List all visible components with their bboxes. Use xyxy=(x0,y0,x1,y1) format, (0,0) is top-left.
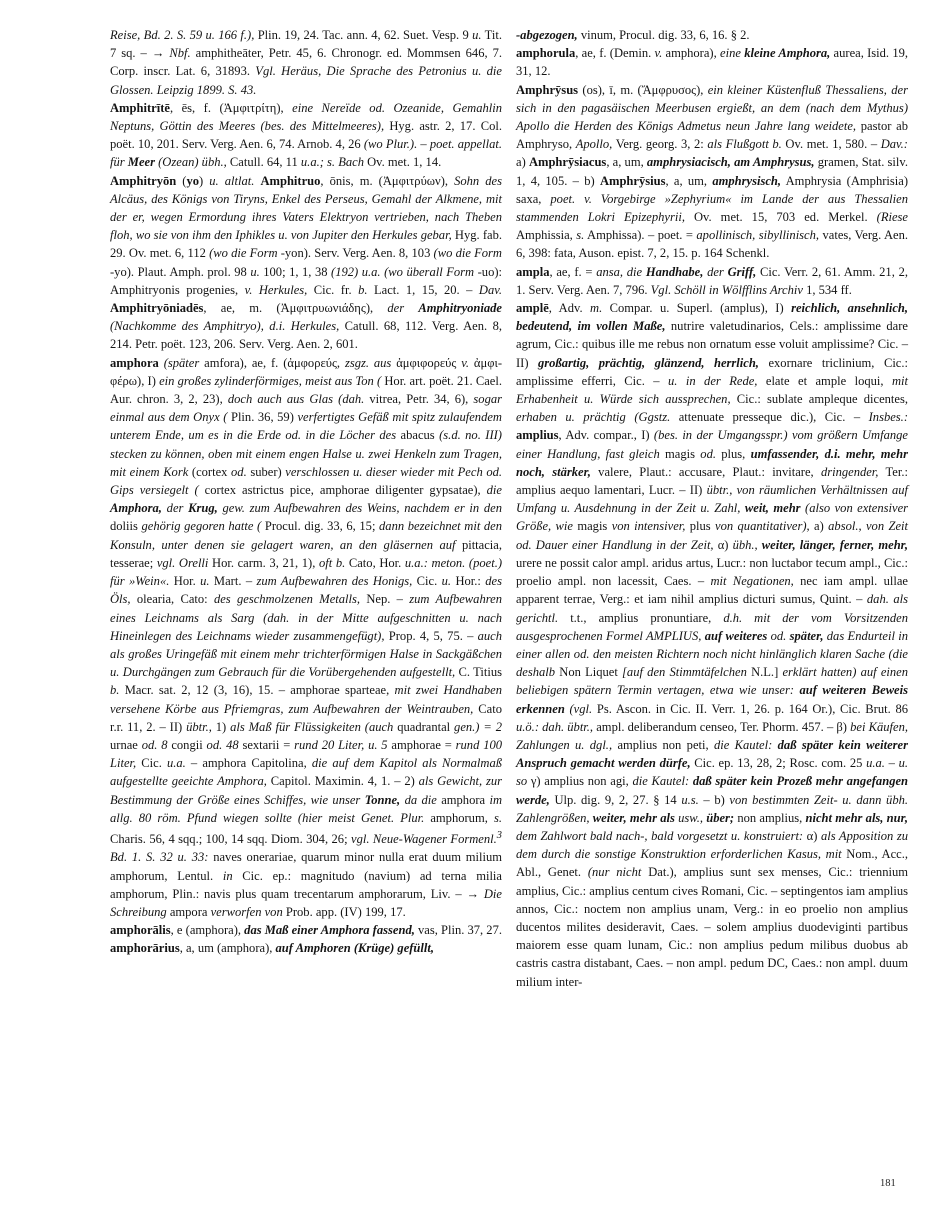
dictionary-entry: Amphrȳsus (os), ī, m. (Ἄμφρυσος), ein kleiner Küstenfluß Thessaliens, der sich in den pagasäischen Meerbusen ergießt, an dem (nach dem Mythus) Apollo die Herden des Königs Admetus neun Jahre lang weidete, pastor ab Amphryso, Apollo, Verg. georg. 3, 2: als Flußgott b. Ov. met. 1, 580. – Dav.: a) Amphrȳsiacus, a, um, amphrysiacisch, am Amphrysus, gramen, Stat. silv. 1, 4, 105. – b) Amphrȳsius, a, um, amphrysisch, Amphrysia (Amphrisia) saxa, poet. v. Vorgebirge »Zephyrium« im Lande der aus Thessalien stammenden Lokri Epizephyrii, Ov. met. 15, 703 ed. Merkel. (Riese Amphissia, s. Amphissa). – poet. = apollinisch, sibyllinisch, vates, Verg. Aen. 6, 398: fata, Auson. epist. 7, 2, 15. p. 164 Schenkl. xyxy=(516,82,909,261)
left-column xyxy=(110,26,502,958)
dictionary-entry: -abgezogen, vinum, Procul. dig. 33, 6, 16. § 2. xyxy=(516,28,750,42)
page-number: 181 xyxy=(880,1178,896,1189)
dictionary-entry: amplē, Adv. m. Compar. u. Superl. (amplus), I) reichlich, ansehnlich, bedeutend, im vollen Maße, nutrire valetudinarios, Cels.: amplissime dare agrum, Cic.: quibus ille me rebus non ornatum esse voluit amplissime? Cic. – II) großartig, prächtig, glänzend, herrlich, exornare triclinium, Cic.: amplissime efferri, Cic. – u. in der Rede, elate et ample loqui, mit Erhabenheit u. Würde sich aussprechen, Cic.: sublate ampleque dicentes, erhaben u. prächtig (Ggstz. attenuate presseque dic.), Cic. – Insbes.: amplius, Adv. compar., I) (bes. in der Umgangsspr.) vom größern Umfange einer Handlung, fast gleich magis od. plus, umfassender, d.i. mehr, mehr noch, stärker, valere, Plaut.: accusare, Plaut.: invitare, dringender, Ter.: amplius aequo lamentari, Lucr. – II) übtr., von räumlichen Verhältnissen auf Umfang u. Ausdehnung in der Zeit u. Zahl, weit, mehr (also von extensiver Größe, wie magis von intensiver, plus von quantitativer), a) absol., von Zeit od. Dauer einer Handlung in der Zeit, α) übh., weiter, länger, ferner, mehr, urere ne possit calor ampl. aridus artus, Lucr.: non luctabor tecum ampl., Cic.: proelio ampl. non lacessit, Caes. – mit Negationen, nec iam ampl. ullae apparent terrae, Verg.: et iam nihil amplius dicturi sumus, Quint. – dah. als gerichtl. t.t., amplius pronuntiare, d.h. mit der vom Vorsitzenden ausgesprochenen Formel AMPLIUS, auf weiteres od. später, das Endurteil in einer allen od. den meisten Richtern noch nicht hinlänglich klaren Sache (die deshalb Non Liquet [auf den Stimmtäfelchen N.L.] erklärt hatten) auf einen beliebigen spätern Termin vertagen, etwa wie unser: auf weiteren Beweis erkennen (vgl. Ps. Ascon. in Cic. II. Verr. 1, 26. p. 164 Or.), Cic. Brut. 86 u.ö.: dah. übtr., ampl. deliberandum censeo, Ter. Phorm. 457. – β) bei Käufen, Zahlungen u. dgl., amplius non peti, die Kautel: daß später kein weiterer Anspruch gemacht werden dürfe, Cic. ep. 13, 28, 2; Rosc. com. 25 u.a. – u. so γ) amplius non agi, die Kautel: daß später kein Prozeß mehr angefangen werde, Ulp. dig. 9, 2, 27. § 14 u.s. – b) von bestimmten Zeit- u. dann übh. Zahlengrößen, weiter, mehr als usw., über; non amplius, nicht mehr als, nur, dem Zahlwort bald nach-, bald vorgesetzt u. konstruiert: α) als Apposition zu dem durch die sonstige Konstruktion erforderlichen Kasus, mit Nom., Acc., Abl., Genet. (nur nicht Dat.), amplius sunt sex menses, Cic.: triennium amplius, Cic.: amplius centum cives Romani, Cic. – septingentos iam amplius annos, Cic.: noctem non amplius unam, Verg.: in eo proelio non amplius ducentos milites desideravit, Caes. – solem amplius duodeviginti partibus maiorem esse quam lunam, Cic.: non amplius pedum milibus duobus ab castris castra distabant, Caes. – non ampl. pedum DC, Caes.: non ampl. duum milium inter- xyxy=(516,301,909,989)
dictionary-entry: amphorārius, a, um (amphora), auf Amphoren (Krüge) gefüllt, xyxy=(110,941,435,956)
dictionary-entry: amphora (später amfora), ae, f. (ἀμφορεύς, zsgz. aus ἀμφιφορεύς v. ἀμφι-φέρω), I) ein großes zylinderförmiges, meist aus Ton ( Hor. art. poët. 21. Cael. Aur. chron. 3, 2, 23), doch auch aus Glas (dah. vitrea, Petr. 34, 6), sogar einmal aus dem Onyx ( Plin. 36, 59) verfertigtes Gefäß mit spitz zulaufendem unterem Ende, um es in die Erde od. in die Löcher des abacus (s.d. no. III) stecken zu können, oben mit einem engen Halse u. zwei Henkeln zum Tragen, mit einem Kork (cortex od. suber) verschlossen u. dieser wieder mit Pech od. Gips versiegelt ( cortex astrictus pice, amphorae diligenter gypsatae), die Amphora, der Krug, gew. zum Aufbewahren des Weins, nachdem er in den doliis gehörig gegoren hatte ( Procul. dig. 33, 6, 15; dann bezeichnet mit den Konsuln, unter denen sie gelagert waren, an den gläsernen auf pittacia, tesserae; vgl. Orelli Hor. carm. 3, 21, 1), oft b. Cato, Hor. u.a.: meton. (poet.) für »Wein«. Hor. u. Mart. – zum Aufbewahren des Honigs, Cic. u. Hor.: des Öls, olearia, Cato: des geschmolzenen Metalls, Nep. – zum Aufbewahren eines Leichnams als Sarg (dah. in der Mitte aufgeschnitten u. nach Hineinlegen des Leichnams wieder zusammengefügt), Prop. 4, 5, 75. – auch als großes Uringefäß mit einem mehr trichterförmigen Halse in Sackgäßchen u. Durchgängen zum Gebrauch für die Vorübergehenden aufgestellt, C. Titius b. Macr. sat. 2, 12 (3, 16), 15. – amphorae sparteae, mit zwei Handhaben versehene Körbe aus Pfriemgras, zum Aufbewahren der Weintrauben, Cato r.r. 11, 2. – II) übtr., 1) als Maß für Flüssigkeiten (auch quadrantal gen.) = 2 urnae od. 8 congii od. 48 sextarii = rund 20 Liter, u. 5 amphorae = rund 100 Liter, Cic. u.a. – amphora Capitolina, die auf dem Kapitol als Normalmaß aufgestellte geeichte Amphora, Capitol. Maximin. 4, 1. – 2) als Gewicht, zur Bestimmung der Größe eines Schiffes, wie unser Tonne, da die amphora im allg. 80 röm. Pfund wiegen sollte (hier meist Genet. Plur. amphorum, s. Charis. 56, 4 sqq.; 100, 14 sqq. Diom. 304, 26; vgl. Neue-Wagener Formenl.$^3$ Bd. 1. S. 32 u. 33: naves onerariae, quarum minor nulla erat duum milium amphorum, Lentul. in Cic. ep.: magnitudo (navium) ad terna milia amphorum, Plin.: navis plus quam trecentarum amphorarum, Liv. – → Die Schreibung ampora verworfen von Prob. app. (IV) 199, 17. xyxy=(110,355,503,919)
dictionary-entry: amphorula, ae, f. (Demin. v. amphora), eine kleine Amphora, aurea, Isid. 19, 31, 12. xyxy=(516,46,909,79)
dictionary-entry: Reise, Bd. 2. S. 59 u. 166 f.), Plin. 19, 24. Tac. ann. 4, 62. Suet. Vesp. 9 u. Tit. 7 sq. – → Nbf. amphitheāter, Petr. 45, 6. Chronogr. ed. Mommsen 646, 7. Corp. inscr. Lat. 6, 31893. Vgl. Heräus, Die Sprache des Petronius u. die Glossen. Leipzig 1899. S. 43. xyxy=(110,28,503,97)
dictionary-entry: Amphitryōn (yo) u. altlat. Amphitruo, ōnis, m. (Ἀμφιτρύων), Sohn des Alcäus, des Königs von Tiryns, Enkel des Perseus, Gemahl der Alkmene, mit der er, wegen Ermordung ihres Vaters Elektryon vertrieben, nach Theben floh, wo sie von ihm den Iphikles u. von Jupiter den Herkules gebar, Hyg. fab. 29. Ov. met. 6, 112 (wo die Form -yon). Serv. Verg. Aen. 8, 103 (wo die Form -yo). Plaut. Amph. prol. 98 u. 100; 1, 1, 38 (192) u.a. (wo überall Form -uo): Amphitryonis progenies, v. Herkules, Cic. fr. b. Lact. 1, 15, 20. – Dav. Amphitryōniadēs, ae, m. (Ἀμφιτρυωνιάδης), der Amphitryoniade (Nachkomme des Amphitryo), d.i. Herkules, Catull. 68, 112. Verg. Aen. 8, 214. Petr. poët. 123, 206. Serv. Verg. Aen. 2, 601. xyxy=(110,173,503,352)
dictionary-entry: Amphitrītē, ēs, f. (Ἀμφιτρίτη), eine Nereïde od. Ozeanide, Gemahlin Neptuns, Göttin des Meeres (bes. des Mittelmeeres), Hyg. astr. 2, 17. Col. poët. 10, 201. Serv. Verg. Aen. 6, 74. Arnob. 4, 26 (wo Plur.). – poet. appellat. für Meer (Ozean) übh., Catull. 64, 11 u.a.; s. Bach Ov. met. 1, 14. xyxy=(110,100,502,170)
right-column xyxy=(516,26,908,991)
dictionary-entry: ampla, ae, f. = ansa, die Handhabe, der Griff, Cic. Verr. 2, 61. Amm. 21, 2, 1. Serv. Verg. Aen. 7, 796. Vgl. Schöll in Wölfflins Archiv 1, 534 ff. xyxy=(516,264,908,297)
dictionary-entry: amphorālis, e (amphora), das Maß einer Amphora fassend, vas, Plin. 37, 27. xyxy=(110,923,502,938)
